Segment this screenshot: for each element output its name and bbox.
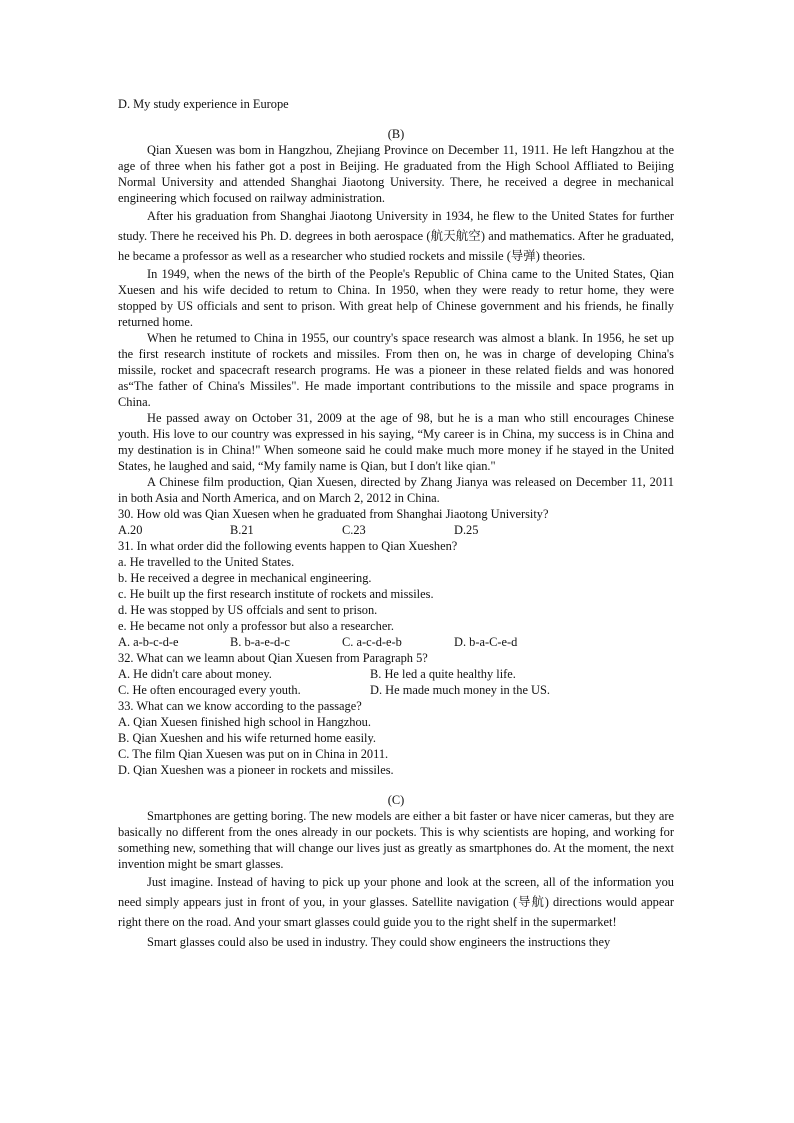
section-c-label: (C) bbox=[387, 793, 405, 807]
section-b-paragraph-1: Qian Xuesen was bom in Hangzhou, Zhejiang Province on December 11, 1911. He left Hangzhou at the age of three when his father got a post in Beijing. He graduated from the High School Affliated to Beijing Normal University and attended Shanghai Jiaotong University. There, he received a degree in mechanical engineering which focused on railway administration. bbox=[118, 143, 674, 205]
question-30-option-c: C.23 bbox=[342, 523, 366, 537]
question-32-option-c: C. He often encouraged every youth. bbox=[118, 683, 301, 697]
section-b-paragraph-5: He passed away on October 31, 2009 at the age of 98, but he is a man who still encourages Chinese youth. His love to our country was expressed in his saying, “My career is in China, my success is in China and my destination is in China!" When someone said he could make much more money if he stayed in the United States, he laughed and said, “My family name is Qian, but I don't like qian." bbox=[118, 411, 674, 473]
section-c-paragraph-2: Just imagine. Instead of having to pick up your phone and look at the screen, all of the information you need simply appears just in front of you, in your glasses. Satellite navigation (导航) directions would appear right there on the road. And your smart glasses could guide you to the right shelf in the supermarket! bbox=[118, 875, 674, 929]
previous-option-d: D. My study experience in Europe bbox=[118, 97, 289, 111]
question-31-event-b: b. He received a degree in mechanical engineering. bbox=[118, 571, 372, 585]
question-31-option-a: A. a-b-c-d-e bbox=[118, 635, 179, 649]
question-33-option-b: B. Qian Xueshen and his wife returned home easily. bbox=[118, 731, 376, 745]
section-b-paragraph-2: After his graduation from Shanghai Jiaotong University in 1934, he flew to the United States for further study. There he received his Ph. D. degrees in both aerospace (航天航空) and mathematics. After he graduated, he became a professor as well as a researcher who studied rockets and missile (导弹) theories. bbox=[118, 209, 674, 263]
question-31-stem: 31. In what order did the following events happen to Qian Xueshen? bbox=[118, 539, 458, 553]
section-c-paragraph-3: Smart glasses could also be used in industry. They could show engineers the instructions they bbox=[147, 935, 611, 949]
question-30-options bbox=[118, 522, 674, 538]
question-33-option-d: D. Qian Xueshen was a pioneer in rockets and missiles. bbox=[118, 763, 394, 777]
question-31-event-d: d. He was stopped by US offcials and sent to prison. bbox=[118, 603, 378, 617]
question-32-options-row-1 bbox=[118, 666, 674, 682]
question-32-option-b: B. He led a quite healthy life. bbox=[370, 667, 516, 681]
question-31-option-d: D. b-a-C-e-d bbox=[454, 635, 518, 649]
question-32-option-a: A. He didn't care about money. bbox=[118, 667, 272, 681]
section-b-label: (B) bbox=[387, 127, 405, 141]
question-30-stem: 30. How old was Qian Xuesen when he graduated from Shanghai Jiaotong University? bbox=[118, 507, 549, 521]
question-31-event-a: a. He travelled to the United States. bbox=[118, 555, 295, 569]
question-32-option-d: D. He made much money in the US. bbox=[370, 683, 550, 697]
question-32-stem: 32. What can we leamn about Qian Xuesen from Paragraph 5? bbox=[118, 651, 428, 665]
question-33-stem: 33. What can we know according to the passage? bbox=[118, 699, 362, 713]
section-b-paragraph-4: When he retumed to China in 1955, our country's space research was almost a blank. In 1956, he set up the first research institute of rockets and missiles. From then on, he was in charge of developing China's missile, rocket and spacecraft research programs. He was a pioneer in these related fields and was honored as“The father of China's Missiles". He made important contributions to the missile and space programs in China. bbox=[118, 331, 674, 409]
question-30-option-b: B.21 bbox=[230, 523, 254, 537]
question-31-option-c: C. a-c-d-e-b bbox=[342, 635, 402, 649]
question-32-options-row-2 bbox=[118, 682, 674, 698]
section-b-paragraph-6: A Chinese film production, Qian Xuesen, directed by Zhang Jianya was released on December 11, 2011 in both Asia and North America, and on March 2, 2012 in China. bbox=[118, 475, 674, 505]
question-31-options bbox=[118, 634, 674, 650]
section-c-paragraph-1: Smartphones are getting boring. The new models are either a bit faster or have nicer cameras, but they are basically no different from the ones already in our pockets. This is why scientists are hoping, and working for something new, something that will change our lives just as greatly as smartphones do. At the moment, the next invention might be smart glasses. bbox=[118, 809, 674, 871]
question-33-option-a: A. Qian Xuesen finished high school in Hangzhou. bbox=[118, 715, 371, 729]
question-30-option-d: D.25 bbox=[454, 523, 479, 537]
question-31-event-c: c. He built up the first research institute of rockets and missiles. bbox=[118, 587, 434, 601]
question-31-event-e: e. He became not only a professor but also a researcher. bbox=[118, 619, 394, 633]
document-page bbox=[118, 96, 674, 952]
question-33-option-c: C. The film Qian Xuesen was put on in China in 2011. bbox=[118, 747, 389, 761]
question-31-option-b: B. b-a-e-d-c bbox=[230, 635, 290, 649]
section-b-paragraph-3: In 1949, when the news of the birth of the People's Republic of China came to the United States, Qian Xuesen and his wife decided to retum to China. In 1950, when they were ready to retur home, they were stopped by US officials and sent to prison. With great help of Chinese government and his friends, he finally returned home. bbox=[118, 267, 674, 329]
question-30-option-a: A.20 bbox=[118, 523, 143, 537]
